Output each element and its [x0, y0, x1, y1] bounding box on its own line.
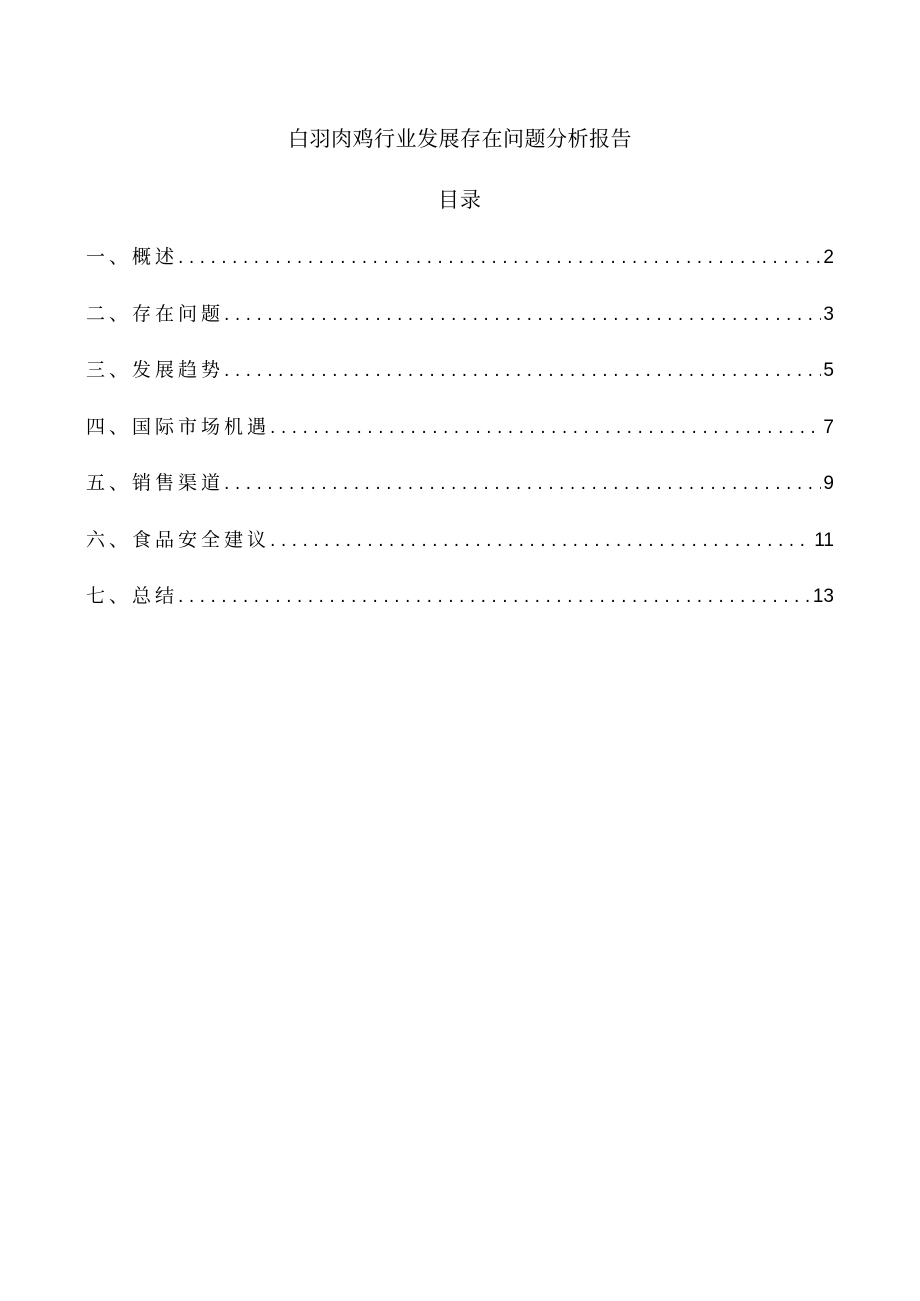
toc-entry-label: 三、发展趋势: [86, 359, 225, 381]
toc-entry-sales-channels[interactable]: [86, 469, 834, 526]
toc-dot-leader: [178, 244, 821, 272]
toc-entry-label: 四、国际市场机遇: [86, 415, 271, 438]
toc-entry-label: 五、销售渠道: [86, 472, 225, 494]
toc-entry-label: 一、概述: [86, 246, 179, 268]
toc-dot-leader: [270, 527, 812, 555]
toc-entry-label: 二、存在问题: [86, 302, 225, 325]
toc-heading: 目录: [438, 188, 482, 212]
toc-page-number: 2: [823, 247, 834, 268]
toc-page-number: 9: [823, 473, 834, 494]
document-title: 白羽肉鸡行业发展存在问题分析报告: [288, 127, 632, 151]
toc-entry-summary[interactable]: [86, 582, 834, 639]
toc-entry-label: 六、食品安全建议: [86, 528, 271, 551]
toc-entry-label: 七、总结: [86, 585, 179, 607]
toc-dot-leader: [224, 470, 821, 498]
toc-entry-trends[interactable]: [86, 356, 834, 413]
table-of-contents: [86, 243, 834, 639]
toc-entry-food-safety[interactable]: [86, 526, 834, 583]
toc-dot-leader: [224, 357, 821, 385]
toc-dot-leader: [270, 414, 821, 442]
toc-page-number: 11: [814, 529, 834, 551]
toc-page-number: 5: [823, 360, 834, 381]
toc-page-number: 13: [812, 586, 834, 607]
toc-dot-leader: [178, 583, 811, 611]
toc-entry-overview[interactable]: [86, 243, 834, 300]
toc-entry-problems[interactable]: [86, 300, 834, 357]
toc-entry-international-opportunities[interactable]: [86, 413, 834, 470]
toc-page-number: 3: [823, 303, 834, 325]
toc-dot-leader: [224, 301, 821, 329]
toc-page-number: 7: [823, 416, 834, 438]
